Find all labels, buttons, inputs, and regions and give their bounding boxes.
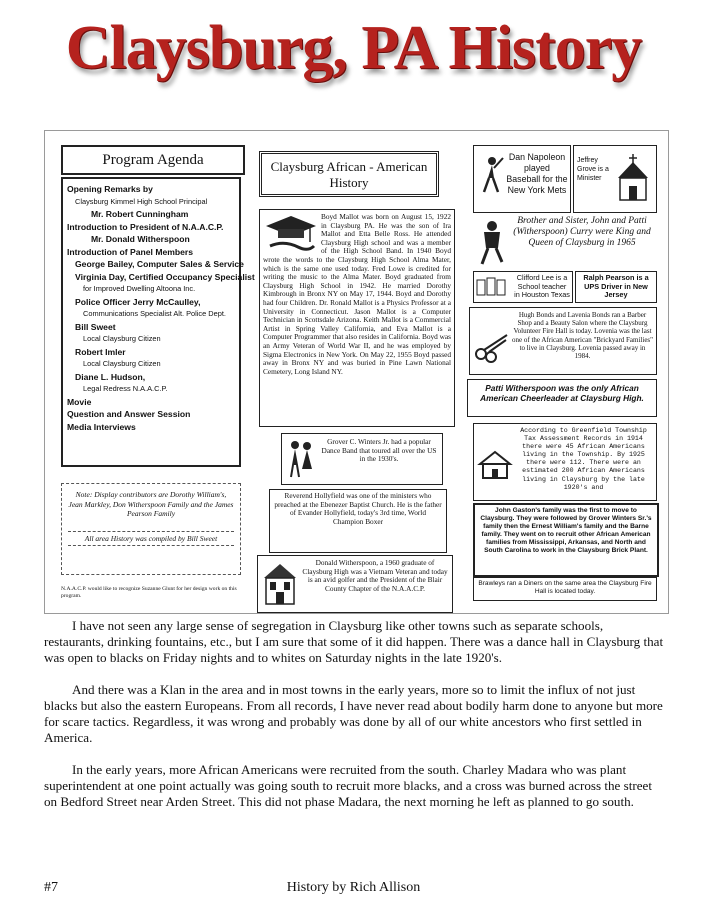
greenfield-box bbox=[473, 423, 657, 501]
agenda-line: Question and Answer Session bbox=[67, 409, 191, 419]
agenda-line: Police Officer Jerry McCaulley, bbox=[75, 296, 201, 307]
clifford-text: Clifford Lee is a School teacher in Houston Texas bbox=[514, 273, 570, 300]
article-body bbox=[44, 618, 664, 826]
grover-text: Grover C. Winters Jr. had a popular Dance Band that toured all over the US in the 1930's. bbox=[321, 437, 437, 464]
boyd-mallot-body: Boyd Mallot was born on August 15, 1922 in Claysburg PA. He was the son of Ira Mallot and Etta Belle Ross. He attended Claysburg High school and was a member of the High School Band. In 1940 Boyd wrote the words to the Claysburg High School Alma Mater, which is the same one used today. Fred Lowe is credited for writing the music to the Alma Mater. Boyd graduated from Claysburg High School in 1942. He married Dorothy Kimbrough in Bronx NY on May 17, 1944. Boyd and Dorothy had four Children. Dr. Ronald Mallot is a Physics Professor at a University in Connecticut. Jason Mallot is a Computer Technician in Scottsdale Arizona. Keith Mallot is a Commercial Artist in Spring Valley California, and Eva Mallot is a Computer Programmer that also resides in California. Boyd was an Army Veteran of World War II, and he was employed by Sigma Electronics in New York. On May 22, 1955 Boyd passed away in Bronx NY and was buried in Pine Lawn National Cemetery, Long Island NY. bbox=[263, 212, 451, 376]
gaston-text: John Gaston's family was the first to move to Claysburg. They were followed by Grover Winters Sr.'s family then the Ernest William's family and the Barne family. They went on to recruit other African American families from Mississippi, Arkansas, and North and South Carolina to work in the Claysburg Brick Plant. bbox=[480, 507, 652, 554]
hugh-text bbox=[474, 311, 653, 372]
greenfield-text: According to Greenfield Township Tax Assessment Records in 1914 there were 45 African Americans living in the Township. By 1925 there were 112. There were an estimated 200 African Americans living in Claysburg by the late 1920's and bbox=[520, 427, 647, 491]
ralph-text: Ralph Pearson is a UPS Driver in New Jersey bbox=[583, 273, 649, 300]
church-icon bbox=[262, 562, 298, 606]
witherspoon-text: Donald Witherspoon, a 1960 graduate of Claysburg High was a Vietnam Veteran and today is an avid golfer and the President of the Blair County Chapter of the N.A.A.C.P. bbox=[302, 558, 448, 593]
baseball-player-icon bbox=[478, 156, 504, 194]
ralph-pearson-box bbox=[575, 271, 657, 303]
witherspoon-box bbox=[257, 555, 453, 613]
dan-text: Dan Napoleon played Baseball for the New York Mets bbox=[506, 152, 568, 195]
agenda-line: for Improved Dwelling Altoona Inc. bbox=[83, 284, 196, 293]
agenda-heading: Program Agenda bbox=[61, 145, 245, 175]
agenda-line: Introduction of Panel Members bbox=[67, 246, 194, 257]
contributors-note bbox=[61, 483, 241, 575]
design-credit: N.A.A.C.P. would like to recognize Suzanne Glunt for her design work on this program. bbox=[61, 586, 237, 599]
house-icon bbox=[478, 450, 512, 480]
agenda-line: Local Claysburg Citizen bbox=[83, 359, 161, 368]
clifford-lee-box bbox=[473, 271, 573, 303]
page-number: #7 bbox=[44, 880, 58, 895]
brawleys-text: Brawleys ran a Diners on the same area the Claysburg Fire Hall is located today. bbox=[478, 580, 652, 596]
grover-winters-box bbox=[281, 433, 443, 485]
agenda-line: Opening Remarks by bbox=[67, 184, 153, 194]
football-player-icon bbox=[476, 220, 506, 266]
body-paragraph: In the early years, more African Americans were recruited from the south. Charley Madara who was plant superintendent at one point actually was going south to recruit more blacks, and a cross was burned across the street on Bedford Street near Arden Street. This did not phase Madara, the next morning he left as planned to go south. bbox=[44, 762, 652, 809]
boyd-mallot-article bbox=[259, 209, 455, 427]
patti-box bbox=[467, 379, 657, 417]
patti-text: Patti Witherspoon was the only African American Cheerleader at Claysburg High. bbox=[480, 383, 644, 404]
hollyfield-box bbox=[269, 489, 447, 553]
hugh-body: Hugh Bonds and Lavenia Bonds ran a Barber Shop and a Beauty Salon where the Claysburg Volunteer Fire Hall is today. Lovenia was the last one of the African American "Brickyard Families" to live in Claysburg. Lovenia passed away in 1984. bbox=[512, 311, 654, 361]
brawleys-box bbox=[473, 577, 657, 601]
center-heading: Claysburg African - American History bbox=[259, 151, 439, 197]
john-patti-box bbox=[473, 215, 657, 269]
jeffrey-text: Jeffrey Grove is a Minister bbox=[577, 157, 609, 182]
agenda-line: Virginia Day, Certified Occupancy Specialist bbox=[75, 271, 255, 282]
john-patti-text: Brother and Sister, John and Patti (Witherspoon) Curry were King and Queen of Claysburg in 1965 bbox=[513, 216, 651, 248]
contributors-text: Note: Display contributors are Dorothy William's, Jean Markley, Don Witherspoon Family and the James Pearson Family bbox=[68, 490, 234, 518]
agenda-line: Movie bbox=[67, 396, 92, 407]
books-icon bbox=[476, 277, 512, 297]
page-title: Claysburg, PA History bbox=[65, 14, 642, 82]
agenda-line: Mr. Robert Cunningham bbox=[91, 209, 189, 219]
agenda-line: Robert Imler bbox=[75, 346, 126, 357]
jeffrey-grove-box bbox=[573, 145, 657, 213]
agenda-line: Communications Specialist Alt. Police Dept. bbox=[83, 309, 226, 318]
agenda-box bbox=[61, 177, 255, 467]
body-paragraph: And there was a Klan in the area and in most towns in the early years, more so to limit the influx of not just blacks but also the eastern Europeans. From all records, I have never read about bodily harm done to anyone but more for scare tactics. Regardless, it was wrong and probably was done by all of our white ancestors who first settled in America. bbox=[44, 682, 663, 745]
agenda-line: Mr. Donald Witherspoon bbox=[91, 234, 190, 244]
agenda-line: Local Claysburg Citizen bbox=[83, 334, 161, 343]
agenda-line: George Bailey, Computer Sales & Service bbox=[75, 259, 244, 269]
boyd-mallot-text bbox=[263, 213, 451, 424]
dan-napoleon-box bbox=[473, 145, 571, 213]
agenda-line: Bill Sweet bbox=[75, 321, 116, 332]
agenda-line: Media Interviews bbox=[67, 421, 136, 432]
hollyfield-text: Reverend Hollyfield was one of the ministers who preached at the Ebenezer Baptist Church. He is the father of Evander Hollyfield, today's 3rd time, World Champion Boxer bbox=[274, 491, 442, 526]
agenda-line: Legal Redress N.A.A.C.P. bbox=[83, 384, 168, 393]
body-paragraph: I have not seen any large sense of segregation in Claysburg like other towns such as separate schools, restaurants, drinking fountains, etc., but I am sure that some of it did happen. There was a dance hall in Claysburg that was open to blacks on Friday nights and to whites on Saturday nights in the late 1920's. bbox=[44, 618, 664, 665]
chapel-icon bbox=[614, 154, 652, 204]
clipping-image bbox=[44, 130, 669, 614]
compiled-by: All area History was compiled by Bill Sweet bbox=[68, 531, 234, 547]
agenda-line: Introduction to President of N.A.A.C.P. bbox=[67, 221, 224, 232]
footer-author: History by Rich Allison bbox=[286, 880, 421, 895]
dancing-couple-icon bbox=[286, 439, 316, 479]
gaston-box bbox=[473, 503, 659, 577]
agenda-line: Claysburg Kimmel High School Principal bbox=[75, 196, 208, 206]
agenda-line: Diane L. Hudson, bbox=[75, 371, 146, 382]
hugh-bonds-box bbox=[469, 307, 657, 375]
